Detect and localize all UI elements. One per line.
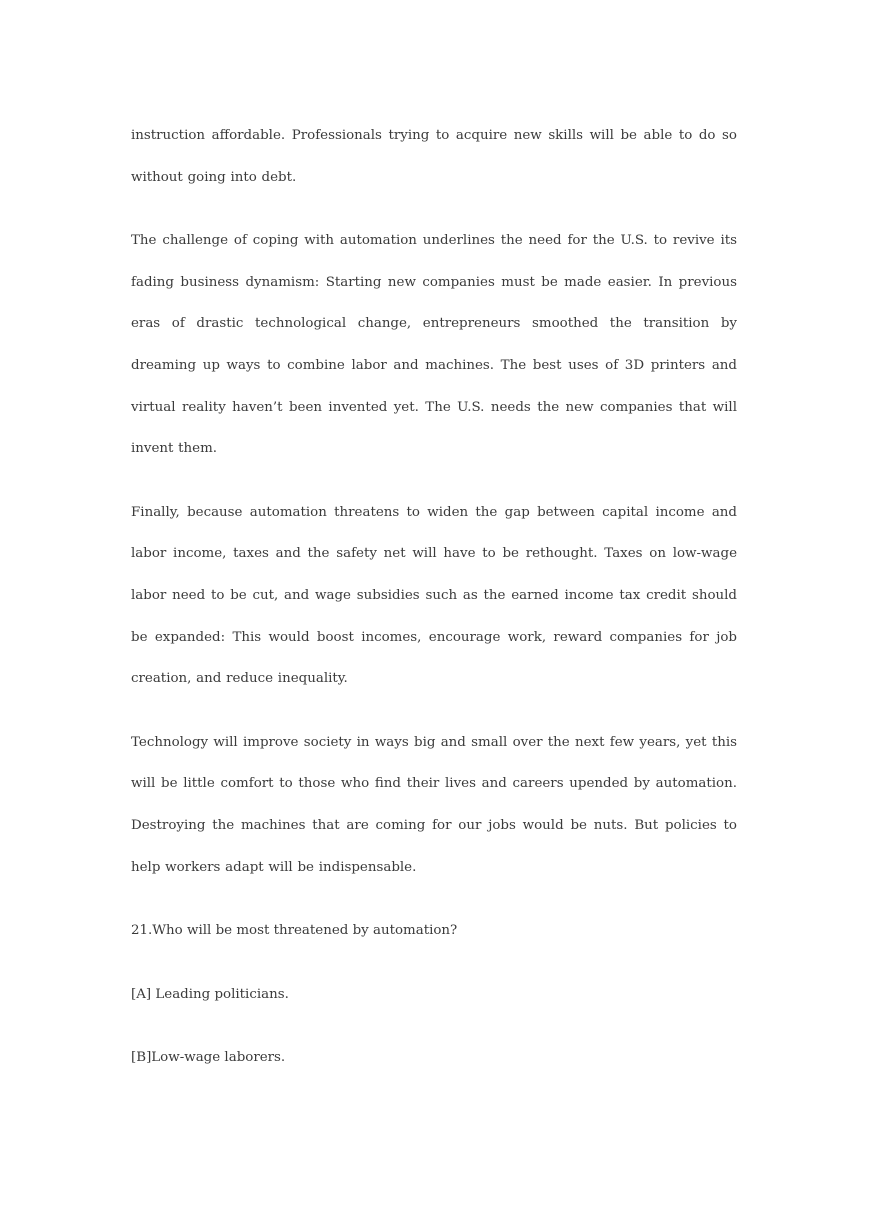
option-a: [A] Leading politicians. <box>131 986 289 1002</box>
paragraph-3: Finally, because automation threatens to widen the gap between capital income and labor income, taxes and the safety net will have to be rethought. Taxes on low-wage labor need to be cut, and wage subsidies such as the earned income tax credit should be expanded: This would boost incomes, encourage work, reward companies for job creation, and reduce inequality. <box>131 504 737 687</box>
text-column <box>131 115 737 1101</box>
paragraph-4: Technology will improve society in ways big and small over the next few years, yet this will be little comfort to those who find their lives and careers upended by automation. Destroying the machines that are coming for our jobs would be nuts. But policies to help workers adapt will be indispensable. <box>131 734 737 875</box>
paragraph-1: instruction affordable. Professionals trying to acquire new skills will be able to do so without going into debt. <box>131 128 737 185</box>
option-b: [B]Low-wage laborers. <box>131 1050 286 1066</box>
question-21: 21.Who will be most threatened by automation? <box>131 923 458 939</box>
paragraph-2: The challenge of coping with automation underlines the need for the U.S. to revive its fading business dynamism: Starting new companies must be made easier. In previous eras of drastic technological change, entrepreneurs smoothed the transition by dreaming up ways to combine labor and machines. The best uses of 3D printers and virtual reality haven’t been invented yet. The U.S. needs the new companies that will invent them. <box>131 233 737 457</box>
